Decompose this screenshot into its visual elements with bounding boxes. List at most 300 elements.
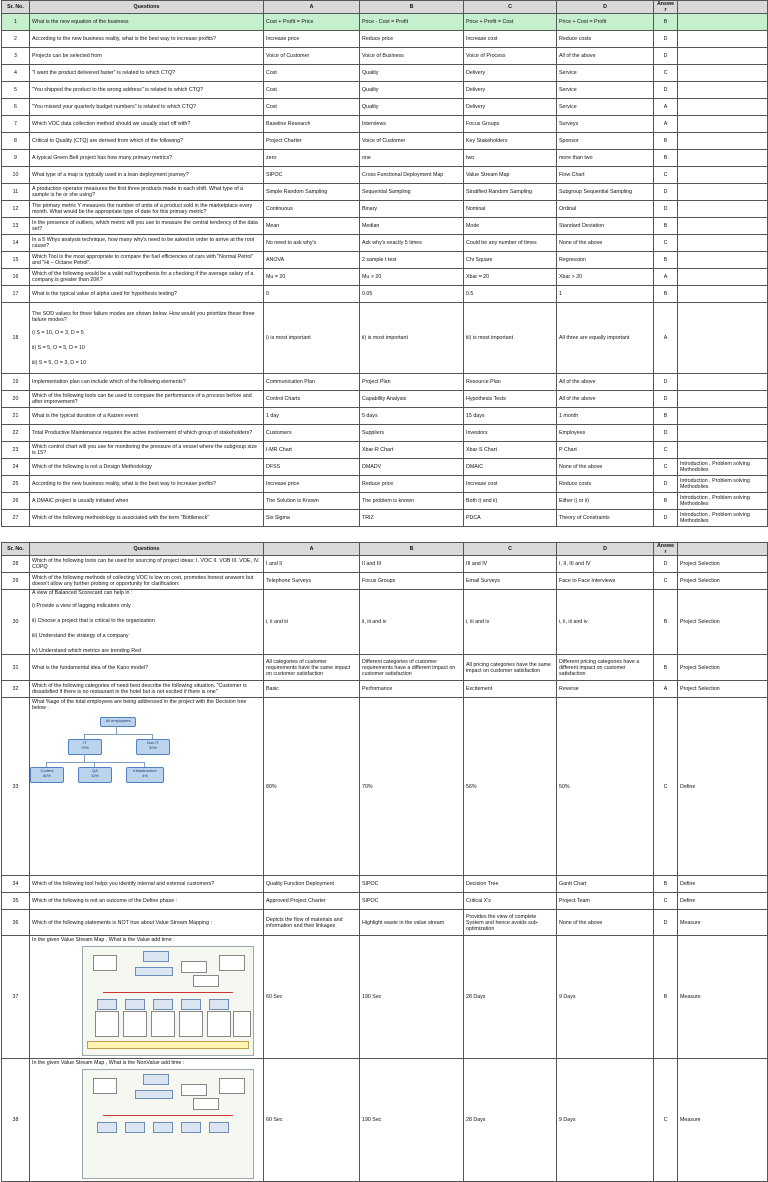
answer-cell: B: [654, 408, 678, 425]
header-topic: [678, 543, 768, 556]
question-text: Total Productive Maintenance requires the active involvement of which group of stakeholders?: [32, 430, 253, 436]
q38-row: [2, 1059, 768, 1182]
question-cell: [30, 235, 264, 252]
sr-no-cell: 17: [2, 286, 30, 303]
question-text: "You missed your quarterly budget numbers" is related to which CTQ?: [32, 104, 197, 110]
question-subline: iii) Understand the strategy of a company: [32, 633, 129, 639]
answer-cell: D: [654, 425, 678, 442]
option-d-cell: Project Team: [557, 893, 654, 910]
option-a-cell: All categories of customer requirements have the same impact on customer satisfaction: [264, 655, 360, 681]
topic-cell: Define: [678, 698, 768, 876]
option-b-cell: Sequential Sampling: [360, 184, 464, 201]
topic-cell: Measure: [678, 910, 768, 936]
option-a-cell: Continuous: [264, 201, 360, 218]
question-subline: i) Provide a view of lagging indicators only: [32, 603, 131, 609]
q37-row: [2, 936, 768, 1059]
question-cell: [30, 218, 264, 235]
option-d-cell: more than two: [557, 150, 654, 167]
option-d-cell: 9 Days: [557, 936, 654, 1059]
tree-node-non-it: Non IT 30%: [136, 739, 170, 755]
table-row: [2, 476, 768, 493]
option-b-cell: DMADV: [360, 459, 464, 476]
option-c-cell: Excitement: [464, 681, 557, 698]
decision-tree-figure: [40, 715, 166, 795]
option-c-cell: 28 Days: [464, 936, 557, 1059]
question-cell: [30, 269, 264, 286]
option-b-cell: Quality: [360, 99, 464, 116]
answer-cell: A: [654, 269, 678, 286]
question-text: Which control chart will you use for monitoring the pressure of a vessel where the subgroup size is 15?: [32, 444, 257, 456]
option-b-cell: Different categories of customer requirements have a different impact on customer satisfaction: [360, 655, 464, 681]
sr-no-cell: 31: [2, 655, 30, 681]
option-a-cell: Simple Random Sampling: [264, 184, 360, 201]
option-b-cell: Quality: [360, 65, 464, 82]
sr-no-cell: 20: [2, 391, 30, 408]
option-a-cell: Depicts the flow of materials and information and their linkages: [264, 910, 360, 936]
table-row: [2, 893, 768, 910]
topic-cell: Introduction , Problem solving Methodolies: [678, 459, 768, 476]
question-subline: ii) Choose a project that is critical to the organization: [32, 618, 155, 624]
table-row: [2, 493, 768, 510]
answer-cell: A: [654, 116, 678, 133]
option-a-cell: Customers: [264, 425, 360, 442]
header-sr-no: Sr. No.: [2, 543, 30, 556]
question-sheet-1: [0, 0, 768, 527]
option-d-cell: Surveys: [557, 116, 654, 133]
tree-node-qa: QA 10%: [78, 767, 112, 783]
header-row: [2, 1, 768, 14]
option-b-cell: Cross Functional Deployment Map: [360, 167, 464, 184]
option-b-cell: 5 days: [360, 408, 464, 425]
question-text: Which of the following categories of need best describe the following situation. "Customer is dissatisfied if there is no restaurant in the hotel but is not excited if there is one": [32, 683, 247, 695]
option-d-cell: Service: [557, 65, 654, 82]
sr-no-cell: 13: [2, 218, 30, 235]
option-b-cell: 0.05: [360, 286, 464, 303]
question-cell: [30, 116, 264, 133]
header-sr-no: Sr. No.: [2, 1, 30, 14]
option-d-cell: 1: [557, 286, 654, 303]
option-c-cell: Hypothesis Tests: [464, 391, 557, 408]
option-d-cell: All of the above: [557, 374, 654, 391]
question-text: Which of the following tools can be used to compare the performance of a process before and after improvement?: [32, 393, 252, 405]
table-row: [2, 590, 768, 655]
option-a-cell: DFSS: [264, 459, 360, 476]
questions-table-1: [1, 0, 768, 527]
sr-no-cell: 16: [2, 269, 30, 286]
option-c-cell: Value Stream Map: [464, 167, 557, 184]
option-a-cell: Telephone Surveys: [264, 573, 360, 590]
option-b-cell: Mu > 20: [360, 269, 464, 286]
option-b-cell: Price - Cost = Profit: [360, 14, 464, 31]
option-a-cell: Cost: [264, 65, 360, 82]
topic-cell: Project Selection: [678, 556, 768, 573]
option-d-cell: Face to Face Interviews: [557, 573, 654, 590]
question-cell: [30, 252, 264, 269]
question-cell: [30, 442, 264, 459]
option-c-cell: two: [464, 150, 557, 167]
topic-cell: Introduction , Problem solving Methodolies: [678, 510, 768, 527]
sr-no-cell: 28: [2, 556, 30, 573]
option-b-cell: Ask why's exactly 5 times: [360, 235, 464, 252]
option-b-cell: one: [360, 150, 464, 167]
option-c-cell: Xbar-S Chart: [464, 442, 557, 459]
option-b-cell: Performance: [360, 681, 464, 698]
question-cell: [30, 82, 264, 99]
answer-cell: D: [654, 556, 678, 573]
question-text: Which of the following methodology is associated with the term "Bottleneck": [32, 515, 210, 521]
topic-cell: Introduction , Problem solving Methodolies: [678, 493, 768, 510]
header-topic: [678, 1, 768, 14]
question-cell: [30, 374, 264, 391]
answer-cell: C: [654, 893, 678, 910]
sr-no-cell: 38: [2, 1059, 30, 1182]
question-cell: [30, 698, 264, 876]
table-row: [2, 116, 768, 133]
question-cell: [30, 510, 264, 527]
topic-cell: [678, 286, 768, 303]
header-d: D: [557, 543, 654, 556]
question-cell: [30, 408, 264, 425]
answer-cell: D: [654, 31, 678, 48]
table-row: [2, 48, 768, 65]
option-b-cell: Xbar-R Chart: [360, 442, 464, 459]
topic-cell: [678, 167, 768, 184]
tree-node-infrastructure: Infrastructure 4%: [126, 767, 164, 783]
option-b-cell: Reduce price: [360, 476, 464, 493]
answer-cell: B: [654, 150, 678, 167]
option-d-cell: All of the above: [557, 48, 654, 65]
table-row: [2, 556, 768, 573]
sr-no-cell: 24: [2, 459, 30, 476]
question-cell: [30, 31, 264, 48]
option-d-cell: None of the above: [557, 235, 654, 252]
topic-cell: [678, 303, 768, 374]
option-d-cell: i, ii, iii and iv: [557, 590, 654, 655]
table-row: [2, 31, 768, 48]
answer-cell: B: [654, 590, 678, 655]
topic-cell: [678, 442, 768, 459]
sr-no-cell: 3: [2, 48, 30, 65]
question-text: Which of the following is not a Design Methodology: [32, 464, 152, 470]
option-b-cell: TRIZ: [360, 510, 464, 527]
question-cell: [30, 459, 264, 476]
table-row: [2, 286, 768, 303]
question-text: A view of Balanced Scorecard can help in :: [32, 590, 133, 596]
header-row: [2, 543, 768, 556]
option-c-cell: 15 days: [464, 408, 557, 425]
answer-cell: D: [654, 374, 678, 391]
value-stream-map-figure: [82, 1069, 254, 1179]
answer-cell: C: [654, 65, 678, 82]
option-c-cell: Increase cost: [464, 31, 557, 48]
option-d-cell: Xbar > 20: [557, 269, 654, 286]
question-subline: iii) S = 5, O = 3, D = 10: [32, 359, 87, 366]
questions-table-2: [1, 542, 768, 1182]
option-a-cell: SIPOC: [264, 167, 360, 184]
option-d-cell: Standard Deviation: [557, 218, 654, 235]
topic-cell: [678, 425, 768, 442]
topic-cell: [678, 116, 768, 133]
option-a-cell: Six Sigma: [264, 510, 360, 527]
option-c-cell: Provides the view of complete System and hence avoids sub-optimization: [464, 910, 557, 936]
question-cell: [30, 65, 264, 82]
question-text: What %age of the total employees are being addressed in the project with the Decision tree below :: [32, 699, 247, 711]
question-cell: [30, 133, 264, 150]
answer-cell: C: [654, 167, 678, 184]
question-text: Which of the following statements is NOT true about Value Stream Mapping :: [32, 919, 212, 926]
sr-no-cell: 2: [2, 31, 30, 48]
option-d-cell: Subgroup Sequential Sampling: [557, 184, 654, 201]
question-cell: [30, 493, 264, 510]
option-d-cell: Theory of Constraints: [557, 510, 654, 527]
option-c-cell: Delivery: [464, 82, 557, 99]
header-answer: Answer: [654, 543, 678, 556]
topic-cell: [678, 201, 768, 218]
option-b-cell: Binary: [360, 201, 464, 218]
answer-cell: C: [654, 235, 678, 252]
option-c-cell: Xbar = 20: [464, 269, 557, 286]
option-d-cell: Service: [557, 99, 654, 116]
topic-cell: [678, 31, 768, 48]
table-row: [2, 218, 768, 235]
question-text: What is the typical value of alpha used for hypothesis testing?: [32, 291, 177, 297]
sr-no-cell: 32: [2, 681, 30, 698]
table-row: [2, 510, 768, 527]
option-d-cell: Ordinal: [557, 201, 654, 218]
topic-cell: Measure: [678, 936, 768, 1059]
answer-cell: C: [654, 459, 678, 476]
question-text: A DMAIC project is usually initiated when: [32, 498, 129, 504]
option-b-cell: ii) is most important: [360, 303, 464, 374]
table-row: [2, 201, 768, 218]
option-d-cell: All of the above: [557, 391, 654, 408]
option-b-cell: Voice of Customer: [360, 133, 464, 150]
sr-no-cell: 11: [2, 184, 30, 201]
sr-no-cell: 33: [2, 698, 30, 876]
sr-no-cell: 18: [2, 303, 30, 374]
answer-cell: B: [654, 14, 678, 31]
option-a-cell: Mean: [264, 218, 360, 235]
topic-cell: Define: [678, 876, 768, 893]
sr-no-cell: 15: [2, 252, 30, 269]
question-text: In a 5 Whys analysis technique, how many why's need to be asked in order to arrive at the root cause?: [32, 237, 255, 249]
option-c-cell: Key Stakeholders: [464, 133, 557, 150]
option-a-cell: I and II: [264, 556, 360, 573]
option-a-cell: Communication Plan: [264, 374, 360, 391]
sr-no-cell: 27: [2, 510, 30, 527]
table-row: [2, 910, 768, 936]
sr-no-cell: 22: [2, 425, 30, 442]
topic-cell: [678, 82, 768, 99]
question-text: The SOD values for three failure modes are shown below. How would you prioritize these three failure modes?: [32, 310, 255, 323]
sr-no-cell: 8: [2, 133, 30, 150]
option-a-cell: Baseline Research: [264, 116, 360, 133]
question-text: What is the new equation of the business: [32, 19, 129, 25]
option-c-cell: Voice of Process: [464, 48, 557, 65]
option-c-cell: Mode: [464, 218, 557, 235]
option-d-cell: Gantt Chart: [557, 876, 654, 893]
topic-cell: [678, 252, 768, 269]
answer-cell: B: [654, 876, 678, 893]
option-a-cell: Voice of Customer: [264, 48, 360, 65]
question-subline: iv) Understand which metrics are trending Red: [32, 648, 141, 654]
sr-no-cell: 10: [2, 167, 30, 184]
topic-cell: Project Selection: [678, 590, 768, 655]
option-c-cell: Focus Groups: [464, 116, 557, 133]
sr-no-cell: 30: [2, 590, 30, 655]
question-cell: [30, 910, 264, 936]
question-cell: [30, 1059, 264, 1182]
option-c-cell: Stratified Random Sampling: [464, 184, 557, 201]
option-b-cell: Quality: [360, 82, 464, 99]
question-cell: [30, 556, 264, 573]
answer-cell: B: [654, 218, 678, 235]
table-row: [2, 269, 768, 286]
question-cell: [30, 573, 264, 590]
option-b-cell: Project Plan: [360, 374, 464, 391]
question-text: Which of the following would be a valid null hypothesis for a checking if the average salary of a company is greater than 20K?: [32, 271, 254, 283]
option-a-cell: 60 Sec: [264, 1059, 360, 1182]
topic-cell: [678, 48, 768, 65]
option-c-cell: 56%: [464, 698, 557, 876]
topic-cell: [678, 391, 768, 408]
option-a-cell: Mu = 20: [264, 269, 360, 286]
table-row: [2, 876, 768, 893]
option-b-cell: 70%: [360, 698, 464, 876]
topic-cell: [678, 65, 768, 82]
question-text: What type of a map is typically used in a lean deployment journey?: [32, 172, 189, 178]
table-row: [2, 99, 768, 116]
option-a-cell: No need to ask why's: [264, 235, 360, 252]
question-text: Critical to Quality (CTQ) are derived from which of the following?: [32, 138, 184, 144]
sr-no-cell: 36: [2, 910, 30, 936]
table-row: [2, 150, 768, 167]
option-b-cell: II and III: [360, 556, 464, 573]
question-cell: [30, 936, 264, 1059]
question-cell: [30, 167, 264, 184]
option-a-cell: ANOVA: [264, 252, 360, 269]
option-b-cell: ii, iii and iv: [360, 590, 464, 655]
answer-cell: C: [654, 573, 678, 590]
question-text: Which of the following tool helps you identify internal and external customers?: [32, 881, 215, 887]
option-b-cell: SIPOC: [360, 893, 464, 910]
sr-no-cell: 12: [2, 201, 30, 218]
sr-no-cell: 1: [2, 14, 30, 31]
question-cell: [30, 184, 264, 201]
question-text: The primary metric Y measures the number of units of a product sold in the marketplace every month. What would be the appropriate type of date for this primary metric?: [32, 203, 253, 215]
option-a-cell: Project Charter: [264, 133, 360, 150]
option-c-cell: III and IV: [464, 556, 557, 573]
question-cell: [30, 48, 264, 65]
option-a-cell: 1 day: [264, 408, 360, 425]
option-d-cell: 9 Days: [557, 1059, 654, 1182]
option-c-cell: Investors: [464, 425, 557, 442]
question-cell: [30, 590, 264, 655]
table-row: [2, 235, 768, 252]
option-b-cell: Suppliers: [360, 425, 464, 442]
question-cell: [30, 425, 264, 442]
header-c: C: [464, 543, 557, 556]
question-text: "You shipped the product to the wrong address" is related to which CTQ?: [32, 87, 204, 93]
answer-cell: C: [654, 442, 678, 459]
topic-cell: [678, 235, 768, 252]
option-a-cell: Cost: [264, 82, 360, 99]
option-c-cell: Both i) and ii): [464, 493, 557, 510]
option-d-cell: Regression: [557, 252, 654, 269]
option-a-cell: Cost + Profit = Price: [264, 14, 360, 31]
sr-no-cell: 6: [2, 99, 30, 116]
sr-no-cell: 23: [2, 442, 30, 459]
table-row: [2, 573, 768, 590]
answer-cell: A: [654, 681, 678, 698]
topic-cell: [678, 150, 768, 167]
option-b-cell: Median: [360, 218, 464, 235]
option-d-cell: Reverse: [557, 681, 654, 698]
option-b-cell: Reduce price: [360, 31, 464, 48]
option-d-cell: P Chart: [557, 442, 654, 459]
value-stream-map-figure: [82, 946, 254, 1056]
answer-cell: B: [654, 286, 678, 303]
answer-cell: D: [654, 476, 678, 493]
topic-cell: Introduction , Problem solving Methodolies: [678, 476, 768, 493]
topic-cell: [678, 133, 768, 150]
answer-cell: B: [654, 655, 678, 681]
option-c-cell: Price + Profit = Cost: [464, 14, 557, 31]
question-text: A typical Green Belt project has how many primary metrics?: [32, 155, 173, 161]
answer-cell: C: [654, 1059, 678, 1182]
option-d-cell: None of the above: [557, 910, 654, 936]
sr-no-cell: 35: [2, 893, 30, 910]
question-cell: [30, 893, 264, 910]
option-c-cell: Nominal: [464, 201, 557, 218]
answer-cell: D: [654, 201, 678, 218]
answer-cell: B: [654, 252, 678, 269]
answer-cell: A: [654, 303, 678, 374]
header-b: B: [360, 543, 464, 556]
sr-no-cell: 21: [2, 408, 30, 425]
sr-no-cell: 29: [2, 573, 30, 590]
table-row: [2, 681, 768, 698]
question-subline: i) S = 10, O = 3, D = 5: [32, 329, 84, 336]
option-d-cell: All three are equally important: [557, 303, 654, 374]
table-row: [2, 655, 768, 681]
topic-cell: [678, 374, 768, 391]
option-a-cell: 80%: [264, 698, 360, 876]
option-c-cell: Increase cost: [464, 476, 557, 493]
question-cell: [30, 99, 264, 116]
option-b-cell: Capability Analysis: [360, 391, 464, 408]
table-row: [2, 459, 768, 476]
option-b-cell: Focus Groups: [360, 573, 464, 590]
header-a: A: [264, 543, 360, 556]
option-a-cell: Approved Project Charter: [264, 893, 360, 910]
answer-cell: A: [654, 99, 678, 116]
option-b-cell: Interviews: [360, 116, 464, 133]
question-cell: [30, 476, 264, 493]
option-d-cell: Flow Chart: [557, 167, 654, 184]
question-text: In the given Value Stream Map , What is the Value add time :: [32, 937, 175, 943]
header-questions: Questions: [30, 1, 264, 14]
question-text: In the presence of outliers, which metric will you use to measure the central tendency of the data set?: [32, 220, 258, 232]
question-cell: [30, 391, 264, 408]
question-cell: [30, 681, 264, 698]
table-row: [2, 303, 768, 374]
topic-cell: [678, 408, 768, 425]
option-b-cell: SIPOC: [360, 876, 464, 893]
answer-cell: B: [654, 936, 678, 1059]
option-a-cell: The Solution is Known: [264, 493, 360, 510]
option-c-cell: Could be any number of times: [464, 235, 557, 252]
